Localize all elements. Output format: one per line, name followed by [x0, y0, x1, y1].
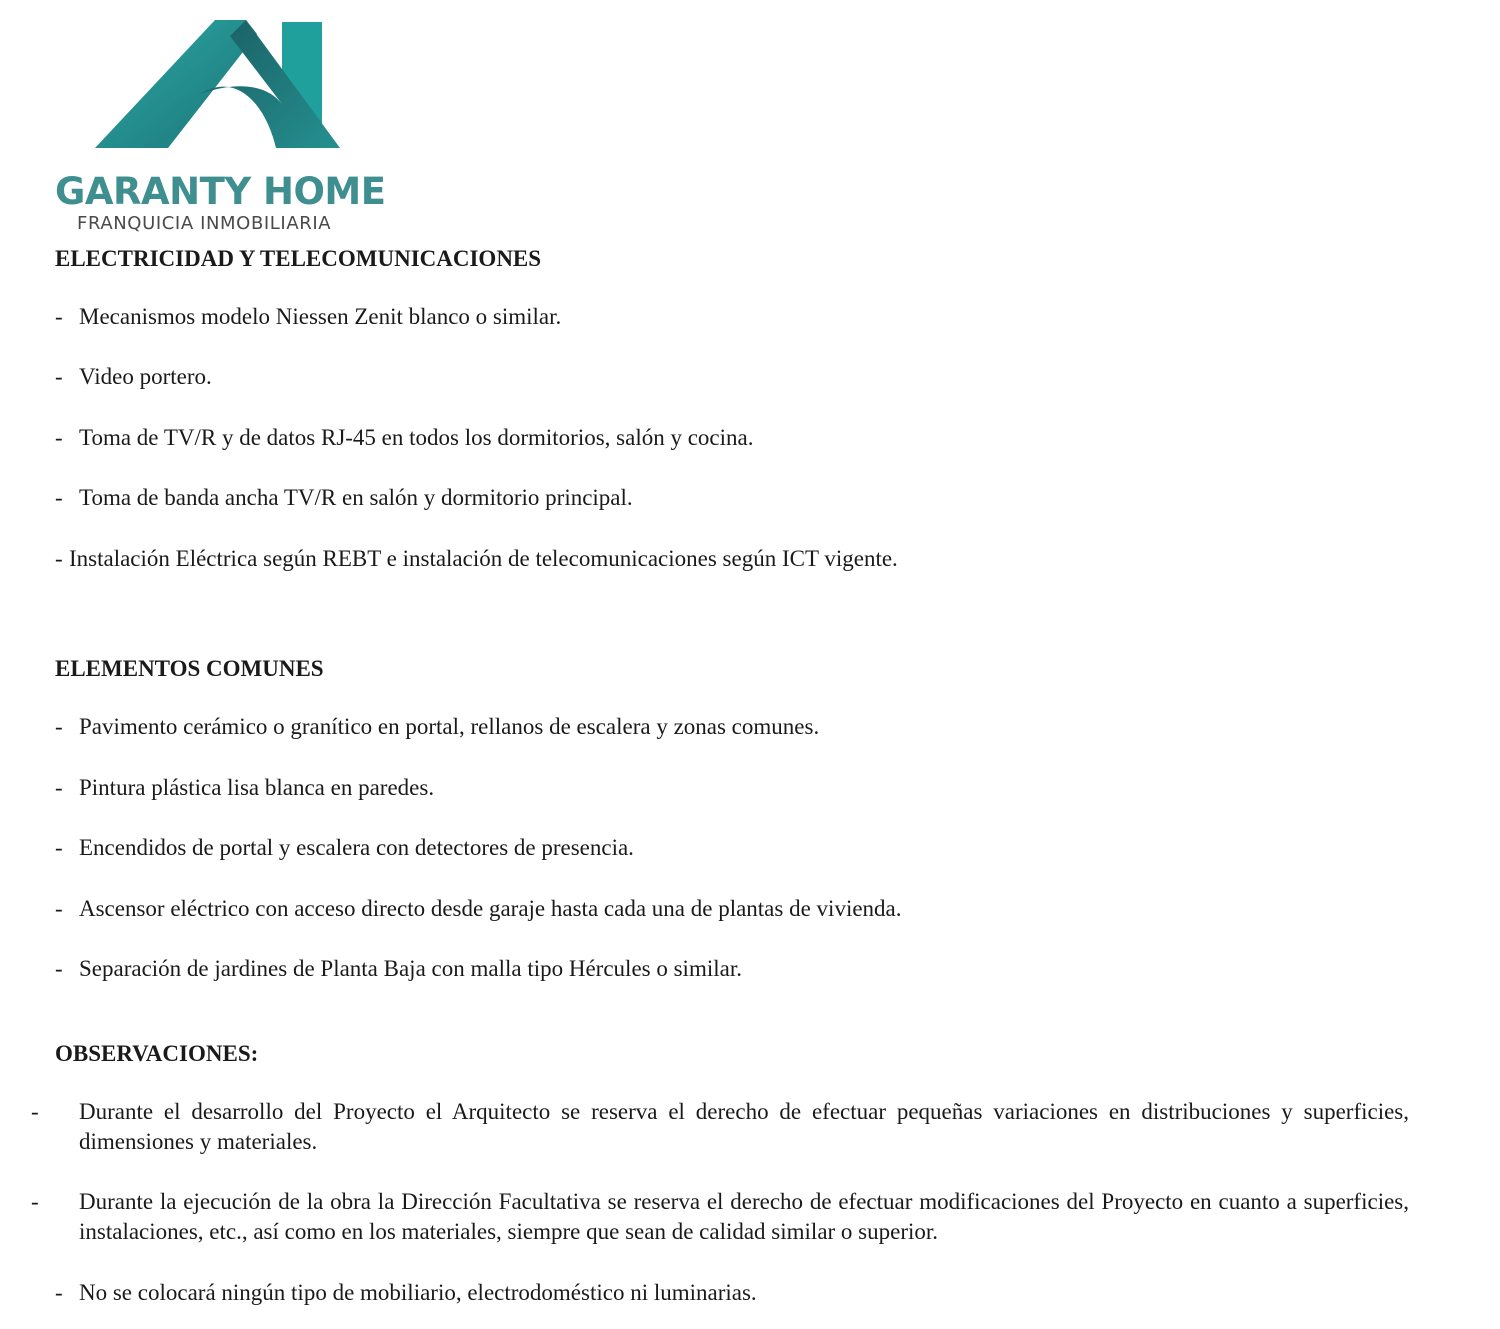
list-item: - Separación de jardines de Planta Baja con malla tipo Hércules o similar. [55, 956, 742, 981]
list-item: - Pavimento cerámico o granítico en portal, rellanos de escalera y zonas comunes. [55, 714, 820, 739]
list-item: - Ascensor eléctrico con acceso directo desde garaje hasta cada una de plantas de vivienda. [55, 896, 902, 921]
brand-logo [50, 14, 390, 236]
section-title-electricidad: ELECTRICIDAD Y TELECOMUNICACIONES [55, 246, 542, 271]
list-item: - Pintura plástica lisa blanca en paredes. [55, 775, 435, 800]
list-item: - Video portero. [55, 364, 212, 389]
list-item: - Encendidos de portal y escalera con detectores de presencia. [55, 835, 634, 860]
list-item: - Toma de TV/R y de datos RJ-45 en todos los dormitorios, salón y cocina. [55, 425, 754, 450]
brand-tagline: FRANQUICIA INMOBILIARIA [77, 213, 332, 234]
list-item: - No se colocará ningún tipo de mobiliario, electrodoméstico ni luminarias. [55, 1280, 757, 1305]
brand-name: GARANTY HOME [55, 170, 386, 213]
list-item: - Durante la ejecución de la obra la Dirección Facultativa se reserva el derecho de efectuar modificaciones del Proyecto en cuanto a superficies, instalaciones, etc., así como en los materiales, siempre que sean de calidad similar o superior. [31, 1189, 1409, 1244]
list-item: - Mecanismos modelo Niessen Zenit blanco o similar. [55, 304, 562, 329]
list-item: - Instalación Eléctrica según REBT e instalación de telecomunicaciones según ICT vigente. [55, 546, 898, 571]
list-item: - Toma de banda ancha TV/R en salón y dormitorio principal. [55, 485, 633, 510]
section-title-comunes: ELEMENTOS COMUNES [55, 656, 324, 681]
list-item: - Durante el desarrollo del Proyecto el Arquitecto se reserva el derecho de efectuar pequeñas variaciones en distribuciones y superficies, dimensiones y materiales. [31, 1099, 1409, 1154]
house-roof-icon [50, 14, 350, 154]
section-title-observaciones: OBSERVACIONES: [55, 1041, 259, 1066]
